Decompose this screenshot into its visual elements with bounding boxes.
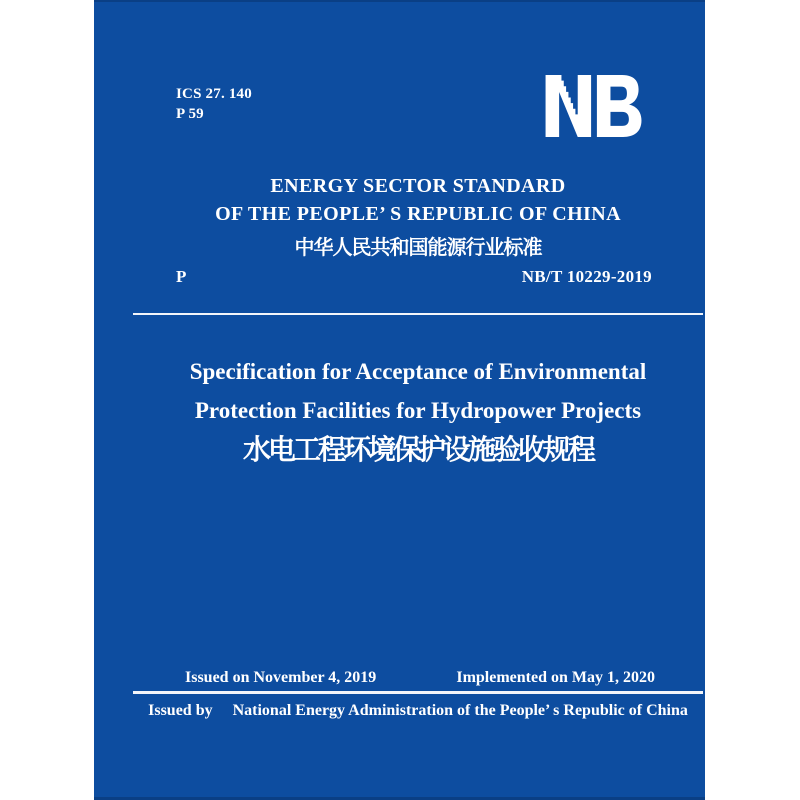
title-chinese: 水电工程环境保护设施验收规程 (242, 435, 593, 466)
title-english-line2: Protection Facilities for Hydropower Projects (194, 398, 642, 423)
ics-block (176, 84, 252, 124)
nb-logo-icon (545, 75, 643, 137)
category-letter: P (176, 267, 187, 286)
issued-date: Issued on November 4, 2019 (185, 669, 377, 686)
issuer-label: Issued by (148, 702, 213, 719)
standard-cover (94, 0, 705, 800)
org-chinese: 中华人民共和国能源行业标准 (294, 235, 542, 259)
issuer-name: National Energy Administration of the People’ s Republic of China (232, 702, 688, 719)
standard-number: NB/T 10229-2019 (521, 267, 652, 286)
bottom-rule-divider (133, 691, 703, 694)
implemented-date: Implemented on May 1, 2020 (456, 669, 655, 686)
org-english-line1: ENERGY SECTOR STANDARD (270, 175, 566, 197)
top-rule-divider (133, 313, 703, 315)
org-english-line2: OF THE PEOPLE’ S REPUBLIC OF CHINA (215, 203, 621, 225)
ics-code: ICS 27. 140 (176, 86, 252, 102)
doc-class-code: P 59 (176, 106, 204, 122)
issuer-row (133, 702, 703, 720)
title-english-line1: Specification for Acceptance of Environmental (189, 359, 647, 384)
